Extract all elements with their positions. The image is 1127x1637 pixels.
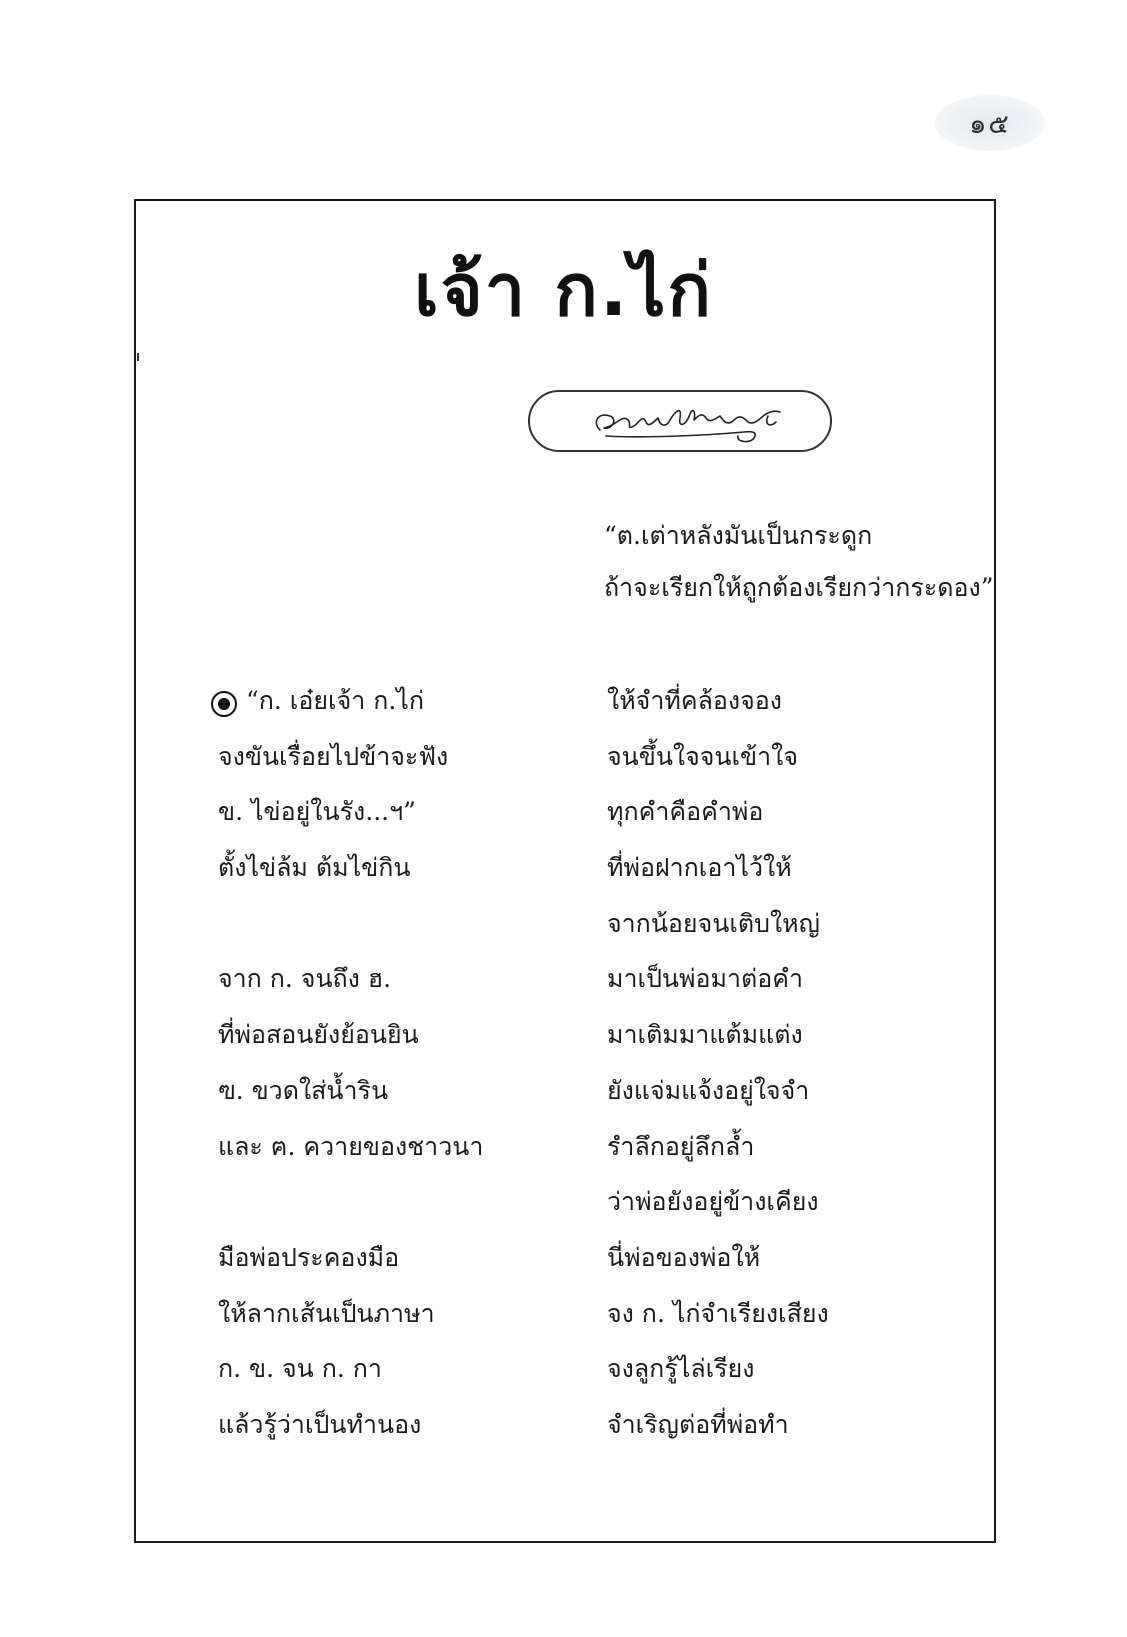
poem-line: ให้ลากเส้นเป็นภาษา <box>218 1298 435 1328</box>
poem-line: จง ก. ไก่จำเรียงเสียง <box>607 1298 829 1328</box>
poem-line: ให้จำที่คล้องจอง <box>607 686 782 715</box>
poem-line: มาเป็นพ่อมาต่อคำ <box>607 964 804 994</box>
poem-line: จนขึ้นใจจนเข้าใจ <box>607 741 799 771</box>
poem-line: จำเริญต่อที่พ่อทำ <box>607 1409 789 1439</box>
signature-image <box>530 392 834 454</box>
page-number: ๑๕ <box>935 95 1045 151</box>
poem-line: แล้วรู้ว่าเป็นทำนอง <box>218 1409 422 1439</box>
poem-left-column <box>218 673 483 1453</box>
poem-line: มือพ่อประคองมือ <box>218 1242 400 1272</box>
stanza-break <box>218 1174 483 1230</box>
poem-line: “ก. เอ๋ยเจ้า ก.ไก่ <box>246 686 424 715</box>
poem-line: ข. ไข่อยู่ในรัง...ฯ” <box>218 797 416 827</box>
epigraph-line: “ต.เต่าหลังมันเป็นกระดูก <box>604 521 873 550</box>
poem-line: ทุกคำคือคำพ่อ <box>607 797 764 827</box>
epigraph <box>604 510 994 614</box>
poem-line: ก. ข. จน ก. กา <box>218 1354 382 1384</box>
poem-line: จากน้อยจนเติบใหญ่ <box>607 908 820 938</box>
poem-right-column <box>607 673 829 1453</box>
poem-line: ตั้งไข่ล้ม ต้มไข่กิน <box>218 853 411 883</box>
poem-line: ที่พ่อฝากเอาไว้ให้ <box>607 853 792 883</box>
stanza-break <box>218 896 483 952</box>
frame-mark <box>137 353 139 361</box>
poem-line: รำลึกอยู่ลึกล้ำ <box>607 1131 755 1161</box>
poem-line: ที่พ่อสอนยังย้อนยิน <box>218 1020 419 1050</box>
poem-line: จงขันเรื่อยไปข้าจะฟัง <box>218 741 449 771</box>
poem-line: จาก ก. จนถึง ฮ. <box>218 964 392 994</box>
signature-box <box>528 390 832 452</box>
poem-title: เจ้า ก.ไก่ <box>413 248 714 332</box>
poem-line: และ ฅ. ควายของชาวนา <box>218 1131 484 1161</box>
poem-line: ยังแจ่มแจ้งอยู่ใจจำ <box>607 1075 810 1105</box>
poem-line: ฃ. ขวดใส่น้ำริน <box>218 1075 389 1105</box>
poem-line: นี่พ่อของพ่อให้ <box>607 1242 761 1272</box>
poem-line: จงลูกรู้ไล่เรียง <box>607 1354 755 1384</box>
poem-line: ว่าพ่อยังอยู่ข้างเคียง <box>607 1187 819 1217</box>
epigraph-line: ถ้าจะเรียกให้ถูกต้องเรียกว่ากระดอง” <box>604 573 994 602</box>
poem-line: มาเติมมาแต้มแต่ง <box>607 1020 803 1050</box>
